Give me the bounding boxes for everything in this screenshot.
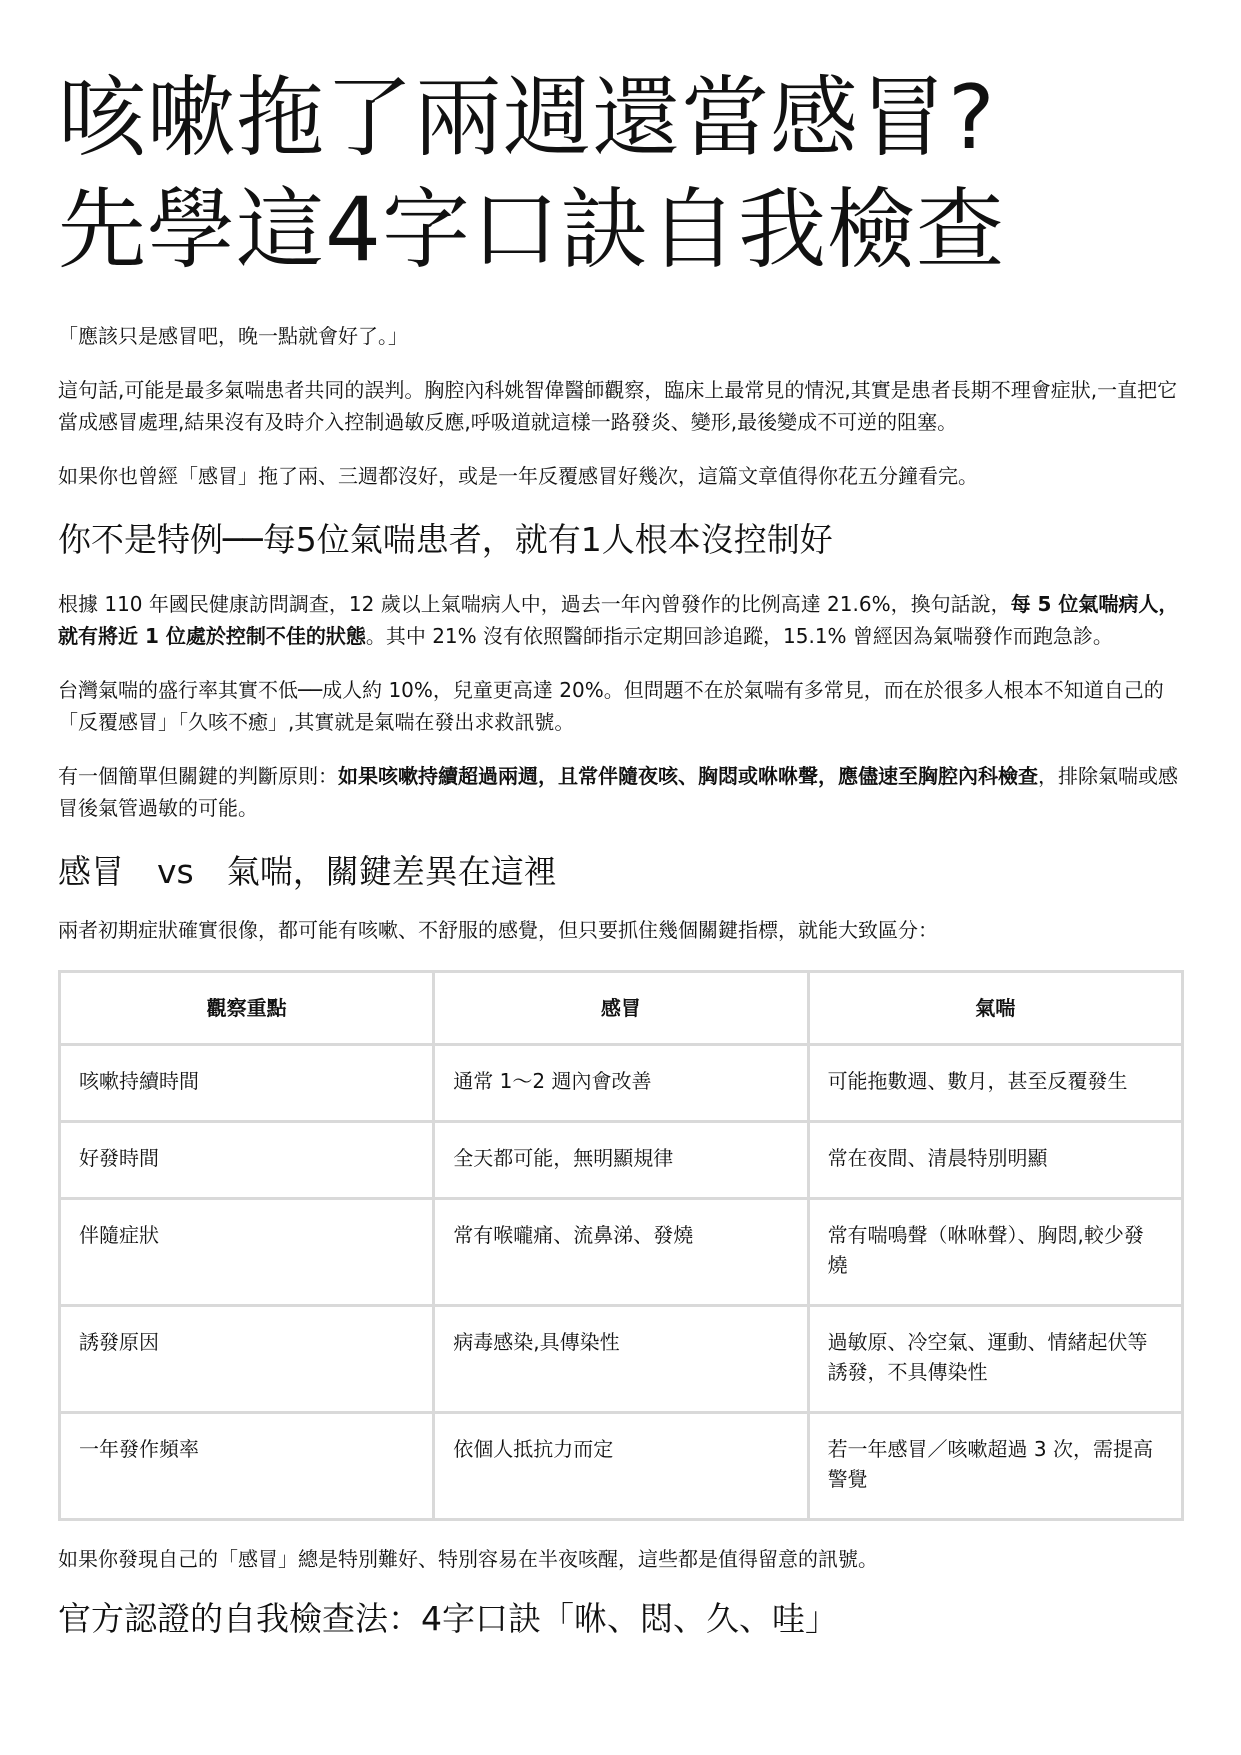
table-cell: 咳嗽持續時間 [60,1045,434,1122]
section-2-closing: 如果你發現自己的「感冒」總是特別難好、特別容易在半夜咳醒，這些都是值得留意的訊號。 [58,1547,878,1571]
page-title-line-2: 先學這4字口訣自我檢查 [58,178,1005,281]
table-cell: 常有喘鳴聲（咻咻聲）、胸悶,較少發燒 [808,1199,1182,1306]
comparison-table [58,970,1184,1521]
table-row [60,1306,1183,1413]
intro-quote: 「應該只是感冒吧，晚一點就會好了。」 [58,324,408,348]
section-1-paragraph-2: 台灣氣喘的盛行率其實不低──成人約 10%，兒童更高達 20%。但問題不在於氣喘有多常見，而在於很多人根本不知道自己的「反覆感冒」「久咳不癒」,其實就是氣喘在發出求救訊號。 [58,678,1164,734]
section-3-heading: 官方認證的自我檢查法：4字口訣「咻、悶、久、哇」 [58,1599,838,1638]
page-title-line-1: 咳嗽拖了兩週還當感冒? [58,66,996,169]
table-row [60,1045,1183,1122]
section-1-paragraph-1-text-a: 根據 110 年國民健康訪問調查，12 歲以上氣喘病人中，過去一年內曾發作的比例高達 21.6%，換句話說， [58,592,1011,616]
section-1-paragraph-3-text-c: ，排除氣喘或感冒後氣管過敏的可能。 [58,764,1178,820]
table-header-cell: 氣喘 [808,972,1182,1045]
table-cell: 依個人抵抗力而定 [434,1413,808,1520]
section-1-paragraph-3-text-a: 有一個簡單但關鍵的判斷原則： [58,764,338,788]
table-cell: 可能拖數週、數月，甚至反覆發生 [808,1045,1182,1122]
table-cell: 好發時間 [60,1122,434,1199]
section-1-paragraph-1 [58,588,1184,652]
table-cell: 通常 1～2 週內會改善 [434,1045,808,1122]
intro-paragraph-2: 如果你也曾經「感冒」拖了兩、三週都沒好，或是一年反覆感冒好幾次，這篇文章值得你花五分鐘看完。 [58,464,978,488]
article [58,62,1184,1641]
table-cell: 一年發作頻率 [60,1413,434,1520]
intro-paragraph-1: 這句話,可能是最多氣喘患者共同的誤判。胸腔內科姚智偉醫師觀察，臨床上最常見的情況,其實是患者長期不理會症狀,一直把它當成感冒處理,結果沒有及時介入控制過敏反應,呼吸道就這樣一路發炎、變形,最後變成不可逆的阻塞。 [58,378,1178,434]
table-cell: 過敏原、冷空氣、運動、情緒起伏等誘發，不具傳染性 [808,1306,1182,1413]
table-header-row [60,972,1183,1045]
table-row [60,1199,1183,1306]
table-cell: 常有喉嚨痛、流鼻涕、發燒 [434,1199,808,1306]
table-header-cell: 感冒 [434,972,808,1045]
section-2-intro: 兩者初期症狀確實很像，都可能有咳嗽、不舒服的感覺，但只要抓住幾個關鍵指標，就能大致區分： [58,918,938,942]
section-1-paragraph-1-text-c: 。其中 21% 沒有依照醫師指示定期回診追蹤，15.1% 曾經因為氣喘發作而跑急診。 [365,624,1113,648]
section-1-paragraph-3-emphasis: 如果咳嗽持續超過兩週，且常伴隨夜咳、胸悶或咻咻聲，應儘速至胸腔內科檢查 [338,764,1038,788]
table-cell: 病毒感染,具傳染性 [434,1306,808,1413]
table-cell: 若一年感冒／咳嗽超過 3 次，需提高警覺 [808,1413,1182,1520]
table-header-cell: 觀察重點 [60,972,434,1045]
table-row [60,1413,1183,1520]
section-1-paragraph-1-emphasis: 每 5 位氣喘病人，就有將近 1 位處於控制不佳的狀態 [58,592,1179,648]
page-title [58,62,1184,286]
table-cell: 全天都可能，無明顯規律 [434,1122,808,1199]
section-1-heading: 你不是特例──每5位氣喘患者，就有1人根本沒控制好 [58,520,833,559]
section-1-paragraph-3 [58,760,1184,824]
table-cell: 常在夜間、清晨特別明顯 [808,1122,1182,1199]
table-cell: 伴隨症狀 [60,1199,434,1306]
section-2-heading: 感冒 vs 氣喘，關鍵差異在這裡 [58,852,557,891]
table-row [60,1122,1183,1199]
table-cell: 誘發原因 [60,1306,434,1413]
